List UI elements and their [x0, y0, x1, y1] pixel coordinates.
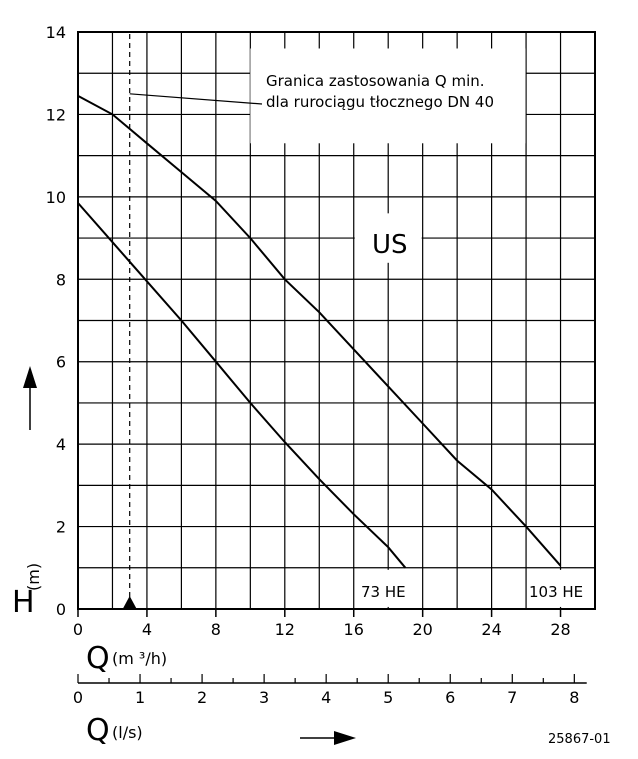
x2-axis-tick-label: 8: [569, 688, 580, 707]
y-axis-tick-label: 10: [45, 187, 66, 207]
y-axis-symbol: H: [12, 585, 35, 620]
grid: [23, 32, 595, 745]
x-axis-arrow-head: [334, 731, 356, 745]
x2-axis-tick-label: 6: [445, 688, 456, 707]
x2-axis-tick-label: 1: [134, 688, 146, 707]
qmin-marker-triangle: [123, 596, 137, 609]
qmin-annotation-line1: Granica zastosowania Q min.: [266, 72, 485, 90]
x2-axis-tick-label: 2: [196, 688, 208, 707]
series-label-73he: 73 HE: [361, 583, 406, 601]
x2-axis-tick-label: 7: [507, 688, 518, 707]
y-axis-tick-label: 8: [55, 270, 66, 290]
qmin-annotation-line2: dla rurociągu tłocznego DN 40: [266, 93, 495, 111]
x2-axis-symbol: Q: [86, 713, 110, 748]
series-label-103he: 103 HE: [529, 583, 584, 601]
qmin-leader-line: [130, 94, 262, 104]
x2-axis-unit: (l/s): [112, 723, 143, 742]
x2-axis-tick-label: 0: [72, 688, 84, 707]
y-axis-tick-label: 0: [55, 600, 66, 619]
x2-axis-tick-label: 5: [383, 688, 394, 707]
x-axis-tick-label: 20: [412, 620, 433, 639]
x-axis-tick-label: 16: [343, 620, 364, 639]
x-axis-tick-label: 0: [72, 620, 84, 639]
pump-type-label: US: [372, 230, 408, 260]
x-axis-tick-label: 8: [210, 620, 221, 639]
y-axis-tick-label: 2: [55, 517, 66, 537]
x-axis-symbol: Q: [86, 641, 110, 676]
y-axis-arrow-head: [23, 366, 37, 388]
x-axis-tick-label: 24: [481, 620, 502, 639]
y-axis-tick-label: 14: [45, 23, 66, 42]
x-axis-tick-label: 4: [141, 620, 153, 639]
y-axis-tick-label: 12: [45, 105, 66, 125]
y-axis-tick-label: 6: [55, 352, 66, 372]
x-axis-tick-label: 12: [274, 620, 295, 639]
y-axis-tick-label: 4: [55, 435, 66, 455]
x-axis-tick-label: 28: [550, 620, 571, 639]
x2-axis-tick-label: 4: [321, 688, 332, 707]
document-id: 25867-01: [548, 732, 611, 747]
x2-axis-tick-label: 3: [259, 688, 270, 707]
y-axis-unit: (m): [24, 562, 43, 591]
x-axis-unit: (m ³/h): [112, 649, 168, 668]
